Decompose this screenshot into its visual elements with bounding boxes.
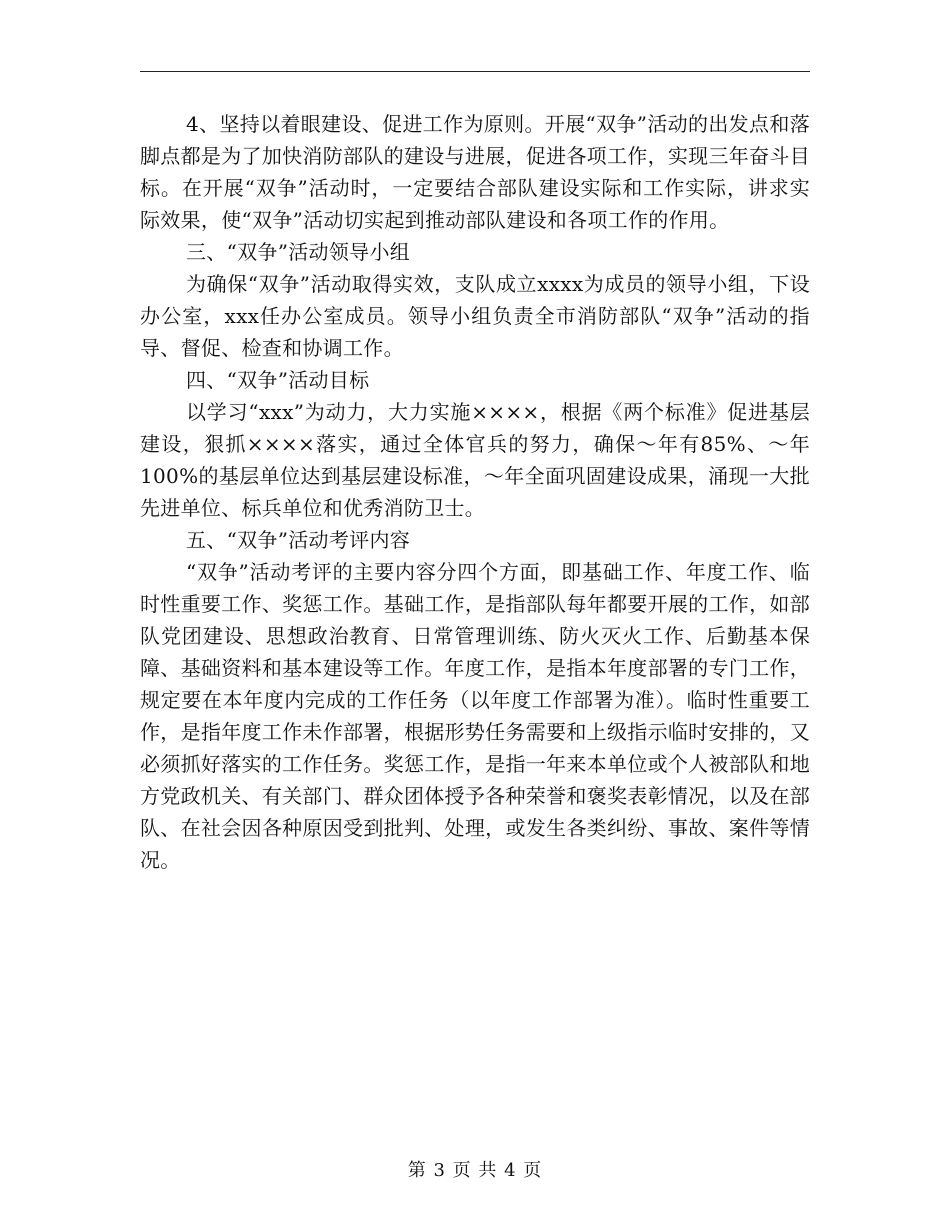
document-body [140, 108, 810, 876]
paragraph-goals: 以学习“xxx”为动力，大力实施××××，根据《两个标准》促进基层建设，狠抓××××落实，通过全体官兵的努力，确保～年有85%、～年100%的基层单位达到基层建设标准，～年全面巩固建设成果，涌现一大批先进单位、标兵单位和优秀消防卫士。 [140, 400, 810, 520]
section-heading-goals: 四、“双争”活动目标 [186, 368, 370, 392]
section-heading-leadership-group: 三、“双争”活动领导小组 [186, 240, 411, 264]
page-number-footer: 第 3 页 共 4 页 [407, 1160, 543, 1181]
paragraph-leadership-group: 为确保“双争”活动取得实效，支队成立xxxx为成员的领导小组，下设办公室，xxx任办公室成员。领导小组负责全市消防部队“双争”活动的指导、督促、检查和协调工作。 [140, 272, 810, 360]
paragraph-principle-4: 4、坚持以着眼建设、促进工作为原则。开展“双争”活动的出发点和落脚点都是为了加快消防部队的建设与进展，促进各项工作，实现三年奋斗目标。在开展“双争”活动时，一定要结合部队建设实际和工作实际，讲求实际效果，使“双争”活动切实起到推动部队建设和各项工作的作用。 [140, 112, 810, 232]
paragraph-evaluation: “双争”活动考评的主要内容分四个方面，即基础工作、年度工作、临时性重要工作、奖惩工作。基础工作，是指部队每年都要开展的工作，如部队党团建设、思想政治教育、日常管理训练、防火灭火工作、后勤基本保障、基础资料和基本建设等工作。年度工作，是指本年度部署的专门工作，规定要在本年度内完成的工作任务（以年度工作部署为准）。临时性重要工作，是指年度工作未作部署，根据形势任务需要和上级指示临时安排的，又必须抓好落实的工作任务。奖惩工作，是指一年来本单位或个人被部队和地方党政机关、有关部门、群众团体授予各种荣誉和褒奖表彰情况，以及在部队、在社会因各种原因受到批判、处理，或发生各类纠纷、事故、案件等情况。 [140, 560, 810, 872]
header-rule [140, 71, 810, 72]
section-heading-evaluation: 五、“双争”活动考评内容 [186, 528, 411, 552]
